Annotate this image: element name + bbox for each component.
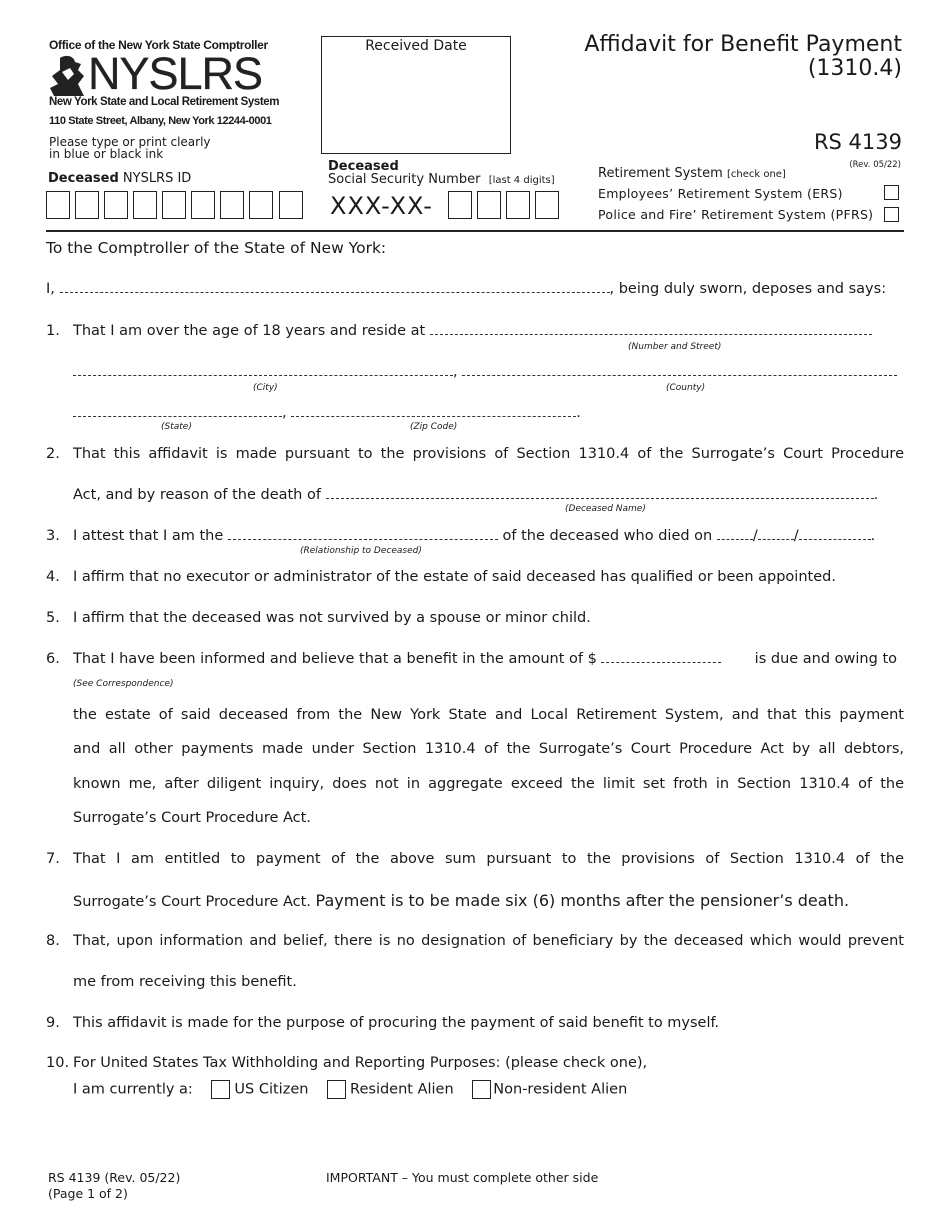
item-1-line: That I am over the age of 18 years and reside at	[73, 323, 872, 339]
item-3-line: I attest that I am the of the deceased who died on / / .	[73, 528, 876, 544]
item-3-number: 3.	[46, 528, 60, 544]
id-digit-box[interactable]	[220, 191, 244, 219]
id-digit-box[interactable]	[133, 191, 157, 219]
id-digit-box[interactable]	[279, 191, 303, 219]
logo-wordmark: NYSLRS	[88, 48, 263, 99]
footer-form-info	[48, 1170, 180, 1202]
item-2-line-1: That this affidavit is made pursuant to the provisions of Section 1310.4 of the Surrogate’s Court Procedure	[73, 446, 904, 462]
footer-important: IMPORTANT – You must complete other side	[326, 1170, 599, 1185]
nyslrs-id-input[interactable]	[46, 191, 304, 221]
salutation: To the Comptroller of the State of New York:	[46, 239, 387, 257]
item-8-line-1: That, upon information and belief, there is no designation of beneficiary by the deceased which would prevent	[73, 933, 904, 949]
relationship-field[interactable]	[228, 539, 498, 540]
item-7-line-2: Surrogate’s Court Procedure Act. Payment is to be made six (6) months after the pensioner’s death.	[73, 891, 850, 910]
ers-checkbox[interactable]	[884, 185, 899, 200]
header-divider	[46, 230, 904, 232]
county-field[interactable]	[462, 375, 897, 376]
us-citizen-label: US Citizen	[234, 1081, 309, 1098]
pfrs-checkbox[interactable]	[884, 207, 899, 222]
state-field[interactable]	[73, 416, 282, 417]
relationship-label: (Relationship to Deceased)	[300, 546, 422, 556]
deceased-name-field[interactable]	[326, 498, 874, 499]
tax-status-options: I am currently a: US Citizen Resident Alien Non-resident Alien	[73, 1081, 628, 1098]
resident-alien-label: Resident Alien	[350, 1081, 454, 1098]
ers-label: Employees’ Retirement System (ERS)	[598, 186, 843, 201]
item-6-line-4: known me, after diligent inquiry, does not in aggregate exceed the limit set froth in Section 1310.4 of the	[73, 776, 904, 792]
id-digit-box[interactable]	[249, 191, 273, 219]
us-citizen-checkbox[interactable]	[211, 1080, 230, 1099]
id-digit-box[interactable]	[191, 191, 215, 219]
instructions-line-2: in blue or black ink	[49, 147, 164, 161]
item-6-number: 6.	[46, 651, 60, 667]
id-digit-box[interactable]	[75, 191, 99, 219]
street-field[interactable]	[430, 334, 872, 335]
footer-page: (Page 1 of 2)	[48, 1186, 128, 1201]
pfrs-label: Police and Fire’ Retirement System (PFRS)	[598, 207, 874, 222]
id-digit-box[interactable]	[162, 191, 186, 219]
nyslrs-logo-icon	[48, 54, 88, 98]
nyslrs-logo	[48, 48, 273, 99]
form-number: RS 4139	[813, 130, 902, 154]
instructions	[49, 136, 211, 160]
instructions-line-1: Please type or print clearly	[49, 135, 211, 149]
ssn-digit-box[interactable]	[506, 191, 530, 219]
form-title: Affidavit for Benefit Payment	[584, 32, 902, 57]
item-7-number: 7.	[46, 851, 60, 867]
deceased-name-label: (Deceased Name)	[565, 504, 646, 514]
retirement-system-label: Retirement System [check one]	[598, 166, 786, 181]
footer-form-rev: RS 4139 (Rev. 05/22)	[48, 1170, 181, 1185]
received-date-box	[321, 36, 511, 154]
death-day-field[interactable]	[758, 539, 794, 540]
form-revision: (Rev. 05/22)	[849, 160, 901, 170]
item-6-line-1: That I have been informed and believe that a benefit in the amount of $ is due and owing to	[73, 651, 897, 667]
death-month-field[interactable]	[717, 539, 753, 540]
system-name: New York State and Local Retirement System	[49, 96, 280, 108]
item-4-text: I affirm that no executor or administrator of the estate of said deceased has qualified or been appointed.	[73, 569, 836, 585]
nyslrs-id-label: Deceased NYSLRS ID	[48, 171, 192, 186]
resident-alien-checkbox[interactable]	[327, 1080, 346, 1099]
form-section: (1310.4)	[807, 56, 902, 81]
number-street-label: (Number and Street)	[628, 342, 722, 352]
item-10-number: 10.	[46, 1055, 70, 1071]
ssn-label: Deceased Social Security Number [last 4 digits]	[328, 159, 555, 187]
zip-field[interactable]	[291, 416, 576, 417]
ssn-digit-box[interactable]	[477, 191, 501, 219]
item-1-number: 1.	[46, 323, 60, 339]
item-8-line-2: me from receiving this benefit.	[73, 974, 297, 990]
ssn-input[interactable]	[448, 191, 562, 221]
id-digit-box[interactable]	[104, 191, 128, 219]
item-9-number: 9.	[46, 1015, 60, 1031]
item-9-text: This affidavit is made for the purpose of procuring the payment of said benefit to myself.	[73, 1015, 720, 1031]
affiant-name-field[interactable]	[60, 292, 610, 293]
county-label: (County)	[666, 383, 706, 393]
state-label: (State)	[161, 422, 192, 432]
death-year-field[interactable]	[799, 539, 871, 540]
item-5-text: I affirm that the deceased was not survived by a spouse or minor child.	[73, 610, 591, 626]
form-title-block	[584, 33, 902, 81]
see-correspondence-label: (See Correspondence)	[73, 679, 174, 689]
id-digit-box[interactable]	[46, 191, 70, 219]
item-2-line-2: Act, and by reason of the death of .	[73, 487, 879, 503]
city-label: (City)	[253, 383, 278, 393]
office-name: Office of the New York State Comptroller	[49, 38, 268, 52]
ssn-digit-box[interactable]	[535, 191, 559, 219]
item-6-line-2: the estate of said deceased from the New York State and Local Retirement System, and that this payment	[73, 707, 904, 723]
ssn-digit-box[interactable]	[448, 191, 472, 219]
non-resident-alien-checkbox[interactable]	[472, 1080, 491, 1099]
received-date-label: Received Date	[365, 38, 467, 54]
item-4-number: 4.	[46, 569, 60, 585]
zip-label: (Zip Code)	[410, 422, 458, 432]
item-10-line-1: For United States Tax Withholding and Reporting Purposes: (please check one),	[73, 1055, 648, 1071]
item-8-number: 8.	[46, 933, 60, 949]
non-resident-alien-label: Non-resident Alien	[493, 1081, 628, 1098]
item-6-line-3: and all other payments made under Section 1310.4 of the Surrogate’s Court Procedure Act by all debtors,	[73, 741, 904, 757]
benefit-amount-field[interactable]	[601, 662, 721, 663]
ssn-prefix: XXX-XX-	[330, 192, 433, 220]
state-zip-line: , .	[73, 405, 581, 421]
city-field[interactable]	[73, 375, 453, 376]
item-5-number: 5.	[46, 610, 60, 626]
item-7-line-1: That I am entitled to payment of the above sum pursuant to the provisions of Section 1310.4 of the	[73, 851, 904, 867]
intro-line: I, , being duly sworn, deposes and says:	[46, 281, 887, 297]
city-county-line: ,	[73, 364, 897, 380]
system-address: 110 State Street, Albany, New York 12244-0001	[49, 115, 272, 127]
item-2-number: 2.	[46, 446, 60, 462]
item-6-line-5: Surrogate’s Court Procedure Act.	[73, 810, 311, 826]
